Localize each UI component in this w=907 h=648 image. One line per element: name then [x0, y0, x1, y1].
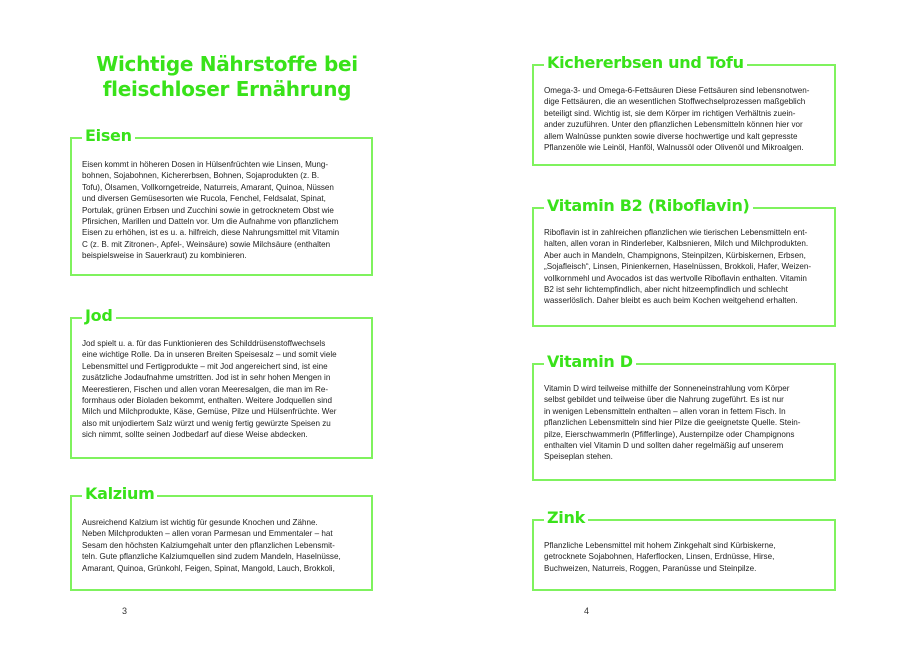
section-text-eisen: Eisen kommt in höheren Dosen in Hülsenfrüchten wie Linsen, Mung- bohnen, Sojabohnen, Kichererbsen, Bohnen, Sojaprodukten (z. B. Tofu), Ölsamen, Vollkorngetreide, Naturreis, Amarant, Quinoa, Nüssen und diversen Gemüsesorten wie Rucola, Fenchel, Feldsalat, Spinat, Portulak, grünen Erbsen und Zucchini sowie in getrocknetem Obst wie Pfirsichen, Marillen und Datteln vor. Um die Aufnahme von pflanzlichem Eisen zu erhöhen, ist es u. a. hilfreich, diese Nahrungsmittel mit Vitamin C (z. B. mit Zitronen-, Apfel-, Weinsäure) sowie Milchsäure (enthalten beispielsweise in Sauerkraut) zu kombinieren. — [82, 160, 340, 261]
page-title: Wichtige Nährstoffe bei fleischloser Ernährung — [96, 52, 358, 101]
section-heading-zink: Zink — [544, 508, 588, 528]
section-heading-vitamin-b2: Vitamin B2 (Riboflavin) — [544, 196, 753, 216]
right-page — [454, 0, 907, 648]
section-zink — [532, 508, 836, 591]
section-jod — [70, 306, 373, 459]
section-text-kalzium: Ausreichend Kalzium ist wichtig für gesunde Knochen und Zähne. Neben Milchprodukten – allen voran Parmesan und Emmentaler – hat Sesam den höchsten Kalziumgehalt unter den pflanzlichen Lebensmit- teln. Gute pflanzliche Kalziumquellen sind zudem Mandeln, Haselnüsse, Amarant, Quinoa, Grünkohl, Feigen, Spinat, Mangold, Lauch, Brokkoli, — [82, 518, 341, 573]
section-heading-jod: Jod — [82, 306, 116, 326]
section-heading-vitamin-d: Vitamin D — [544, 352, 636, 372]
section-text-zink: Pflanzliche Lebensmittel mit hohem Zinkgehalt sind Kürbiskerne, getrocknete Sojabohnen, Haferflocken, Linsen, Erdnüsse, Hirse, Buchweizen, Naturreis, Roggen, Paranüsse und Steinpilze. — [544, 541, 776, 573]
section-eisen — [70, 126, 373, 276]
left-page — [0, 0, 453, 648]
section-kalzium — [70, 484, 373, 591]
section-vitamin-b2 — [532, 196, 836, 327]
section-heading-kalzium: Kalzium — [82, 484, 157, 504]
section-text-vitamin-d: Vitamin D wird teilweise mithilfe der Sonneneinstrahlung vom Körper selbst gebildet und teilweise über die Nahrung zugeführt. Es ist nur in wenigen Lebensmitteln enthalten – allen voran in fettem Fisch. In pflanzlichen Lebensmitteln sind hier Pilze die geeignetste Quelle. Stein- pilze, Eierschwammerln (Pfifferlinge), Austernpilze oder Champignons enthalten viel Vitamin D und sollten daher regelmäßig auf unserem Speiseplan stehen. — [544, 384, 801, 462]
section-kichererbsen-tofu — [532, 53, 836, 166]
section-text-jod: Jod spielt u. a. für das Funktionieren des Schilddrüsenstoffwechsels eine wichtige Rolle. Da in unseren Breiten Speisesalz – und somit viele Lebensmittel und Fertigprodukte – mit Jod angereichert sind, ist eine zusätzliche Jodaufnahme umstritten. Jod ist in sehr hohen Mengen in Meerestieren, Fischen und allen voran Meeresalgen, die man im Re- formhaus oder Bioladen bekommt, enthalten. Weitere Jodquellen sind Milch und Milchprodukte, Käse, Gemüse, Pilze und Hülsenfrüchte. Wer also mit unjodiertem Salz würzt und wenig fertig gewürzte Speisen zu sich nimmt, sollte seinen Jodbedarf auf diese Weise abdecken. — [82, 339, 337, 440]
section-heading-kichererbsen-tofu: Kichererbsen und Tofu — [544, 53, 747, 73]
section-vitamin-d — [532, 352, 836, 481]
section-text-kichererbsen-tofu: Omega-3- und Omega-6-Fettsäuren Diese Fettsäuren sind lebensnotwen- dige Fettsäuren, die an wesentlichen Stoffwechselprozessen maßgeblich beteiligt sind. Wichtig ist, sie dem Körper im richtigen Verhältnis zuein- ander zuzuführen. Unter den pflanzlichen Lebensmitteln können hier vor allem Walnüsse punkten sowie diverse hochwertige und kalt gepresste Pflanzenöle wie Leinöl, Hanföl, Walnussöl oder Olivenöl und Mikroalgen. — [544, 86, 810, 153]
section-text-vitamin-b2: Riboflavin ist in zahlreichen pflanzlichen wie tierischen Lebensmitteln ent- halten, allen voran in Rinderleber, Kalbsnieren, Milch und Milchprodukten. Aber auch in Mandeln, Champignons, Steinpilzen, Kürbiskernen, Erbsen, „Sojafleisch“, Linsen, Pinienkernen, Haselnüssen, Brokkoli, Hafer, Weizen- vollkornmehl und Avocados ist das wertvolle Riboflavin enthalten. Vitamin B2 ist sehr lichtempfindlich, aber nicht hitzeempfindlich und schlecht wasserlöslich. Daher bleibt es auch beim Kochen weitgehend erhalten. — [544, 228, 812, 306]
section-heading-eisen: Eisen — [82, 126, 135, 146]
page-number-right: 4 — [584, 606, 590, 616]
page-number-left: 3 — [122, 606, 128, 616]
